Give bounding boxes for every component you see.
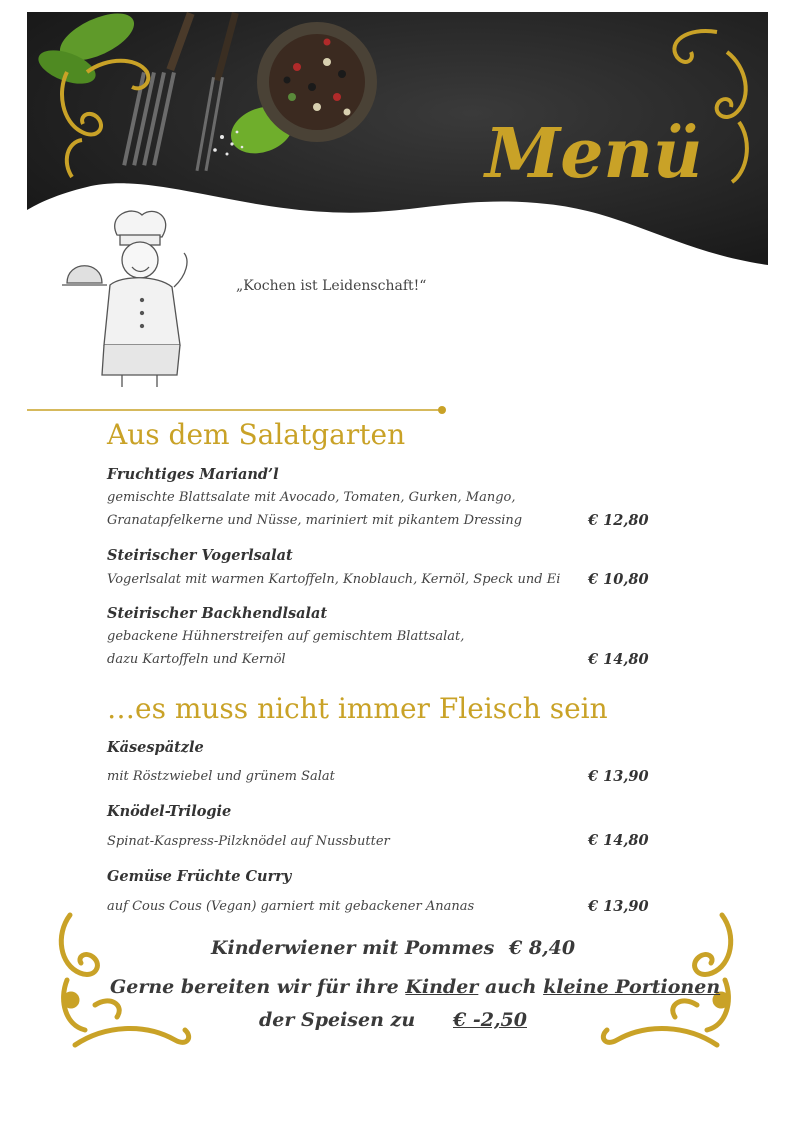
- item-description: gemischte Blattsalate mit Avocado, Tomaten, Gurken, Mango,: [107, 490, 516, 505]
- kids-portion-note: [110, 976, 720, 998]
- item-price: € 14,80: [588, 651, 649, 668]
- chef-illustration: [62, 205, 207, 390]
- item-name: Gemüse Früchte Curry: [107, 868, 292, 885]
- serving-cloche: [67, 266, 102, 283]
- portion-note-end: der Speisen zu: [259, 1009, 416, 1031]
- kids-price: € 8,40: [509, 937, 576, 959]
- gold-divider: [27, 401, 447, 413]
- item-price: € 13,90: [588, 768, 649, 785]
- item-description: auf Cous Cous (Vegan) garniert mit gebackener Ananas: [107, 899, 475, 914]
- item-description: dazu Kartoffeln und Kernöl: [107, 652, 286, 667]
- note-text: auch: [478, 976, 544, 998]
- item-price: € 14,80: [588, 832, 649, 849]
- item-price: € 13,90: [588, 898, 649, 915]
- item-description: mit Röstzwiebel und grünem Salat: [107, 769, 335, 784]
- note-kinder: Kinder: [405, 976, 479, 998]
- chef-quote: „Kochen ist Leidenschaft!“: [236, 278, 427, 294]
- item-name: Fruchtiges Mariand’l: [107, 466, 279, 483]
- peppercorn-bowl: [257, 22, 377, 142]
- item-description: Granatapfelkerne und Nüsse, mariniert mit pikantem Dressing: [107, 513, 523, 528]
- item-description: Vogerlsalat mit warmen Kartoffeln, Knoblauch, Kernöl, Speck und Ei: [107, 572, 561, 587]
- section-title-salads: Aus dem Salatgarten: [107, 418, 406, 451]
- item-name: Steirischer Vogerlsalat: [107, 547, 293, 564]
- chef-hat: [115, 211, 166, 237]
- menu-title: Menü: [485, 114, 703, 194]
- item-description: Spinat-Kaspress-Pilzknödel auf Nussbutter: [107, 834, 390, 849]
- item-name: Steirischer Backhendlsalat: [107, 605, 328, 622]
- item-price: € 10,80: [588, 571, 649, 588]
- note-small-portions: kleine Portionen: [543, 976, 721, 998]
- item-price: € 12,80: [588, 512, 649, 529]
- item-name: Knödel-Trilogie: [107, 803, 232, 820]
- item-description: gebackene Hühnerstreifen auf gemischtem Blattsalat,: [107, 629, 465, 644]
- kids-item: Kinderwiener mit Pommes: [211, 937, 495, 959]
- section-title-vegetarian: …es muss nicht immer Fleisch sein: [107, 692, 608, 725]
- item-name: Käsespätzle: [107, 739, 204, 756]
- note-text: Gerne bereiten wir für ihre: [110, 976, 406, 998]
- portion-discount: € -2,50: [453, 1009, 527, 1031]
